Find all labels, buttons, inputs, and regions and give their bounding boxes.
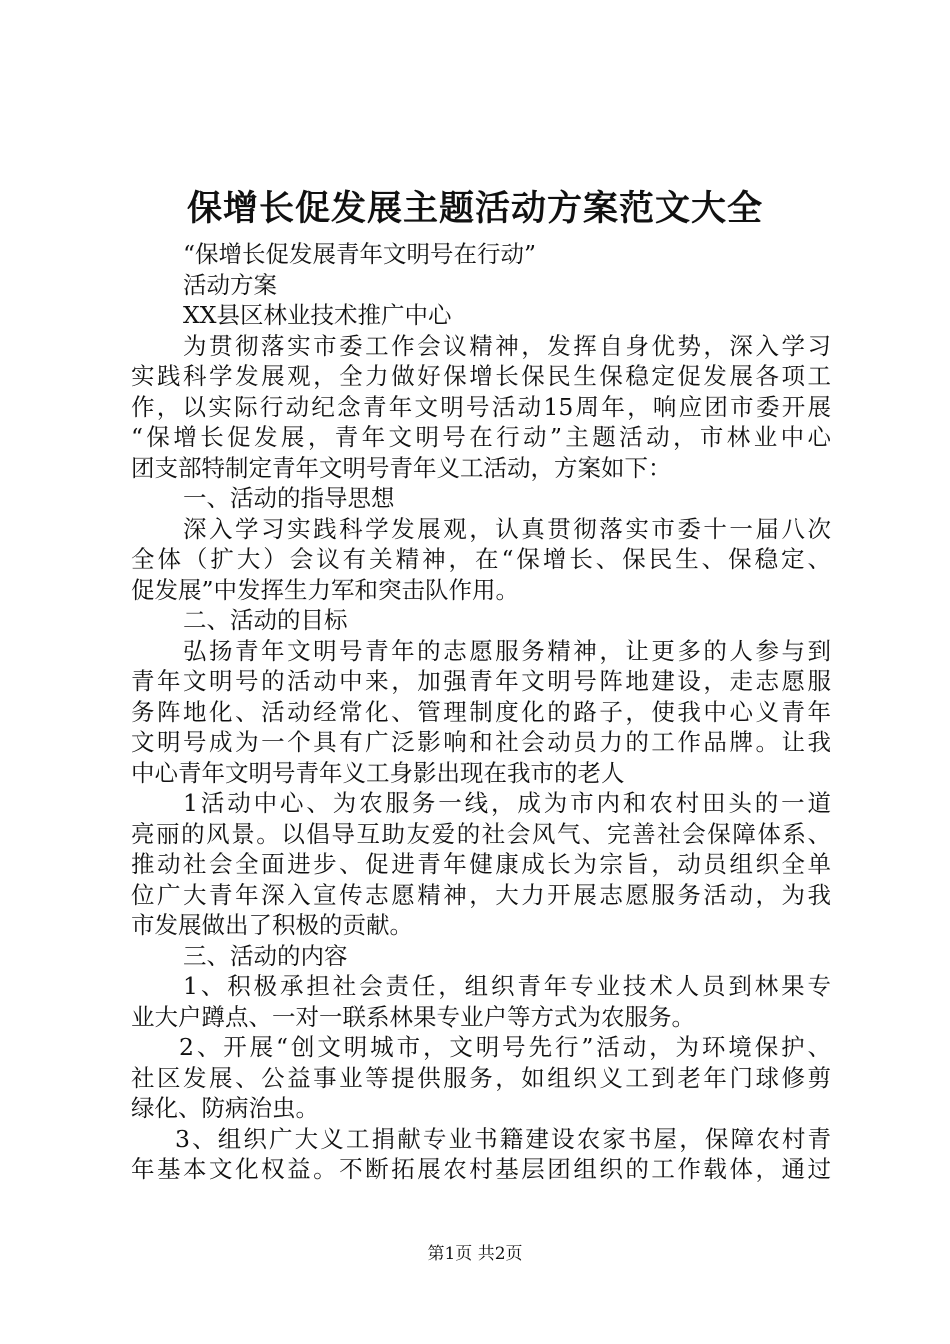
paragraph-line: 年基本文化权益。不断拓展农村基层团组织的工作载体，通过 bbox=[131, 1155, 831, 1183]
paragraph-line: 中心青年文明号青年义工身影出现在我市的老人 bbox=[131, 758, 625, 787]
paragraph-line: 务阵地化、活动经常化、管理制度化的路子，使我中心义青年 bbox=[131, 697, 831, 726]
paragraph-line: 团支部特制定青年文明号青年义工活动，方案如下： bbox=[131, 453, 672, 482]
paragraph-line: 活动方案 bbox=[183, 270, 277, 299]
paragraph-line: 3、组织广大义工捐献专业书籍建设农家书屋，保障农村青 bbox=[175, 1124, 831, 1153]
document-body bbox=[131, 239, 831, 1185]
paragraph-line: 亮丽的风景。以倡导互助友爱的社会风气、完善社会保障体系、 bbox=[131, 819, 831, 848]
paragraph-line: 社区发展、公益事业等提供服务，如组织义工到老年门球修剪 bbox=[131, 1063, 831, 1092]
paragraph-line: 2、开展“创文明城市，文明号先行”活动，为环境保护、 bbox=[179, 1033, 831, 1061]
paragraph-line: 为贯彻落实市委工作会议精神，发挥自身优势，深入学习 bbox=[183, 331, 831, 360]
paragraph-line: 三、活动的内容 bbox=[183, 941, 348, 970]
paragraph-line: 业大户蹲点、一对一联系林果专业户等方式为农服务。 bbox=[131, 1002, 695, 1031]
document-title: 保增长促发展主题活动方案范文大全 bbox=[186, 188, 763, 229]
paragraph-line: 青年文明号的活动中来，加强青年文明号阵地建设，走志愿服 bbox=[131, 667, 831, 695]
paragraph-line: 作，以实际行动纪念青年文明号活动15周年，响应团市委开展 bbox=[131, 392, 831, 421]
paragraph-line: 深入学习实践科学发展观，认真贯彻落实市委十一届八次 bbox=[183, 514, 831, 543]
paragraph-line: 推动社会全面进步、促进青年健康成长为宗旨，动员组织全单 bbox=[131, 850, 831, 878]
paragraph-line: 文明号成为一个具有广泛影响和社会动员力的工作品牌。让我 bbox=[131, 728, 831, 756]
paragraph-line: 一、活动的指导思想 bbox=[183, 484, 395, 512]
paragraph-line: 促发展”中发挥生力军和突击队作用。 bbox=[131, 575, 520, 604]
paragraph-line: XX县区林业技术推广中心 bbox=[183, 301, 452, 329]
paragraph-line: 弘扬青年文明号青年的志愿服务精神，让更多的人参与到 bbox=[183, 636, 831, 665]
paragraph-line: 绿化、防病治虫。 bbox=[131, 1094, 319, 1122]
paragraph-line: 位广大青年深入宣传志愿精神，大力开展志愿服务活动，为我 bbox=[131, 880, 831, 909]
paragraph-line: 市发展做出了积极的贡献。 bbox=[131, 911, 413, 939]
paragraph-line: 二、活动的目标 bbox=[183, 606, 348, 634]
paragraph-line: “保增长促发展，青年文明号在行动”主题活动，市林业中心 bbox=[131, 423, 831, 451]
page-indicator: 第1页 共2页 bbox=[427, 1244, 523, 1264]
paragraph-line: 1、积极承担社会责任，组织青年专业技术人员到林果专 bbox=[183, 972, 831, 1000]
paragraph-line: “保增长促发展青年文明号在行动” bbox=[183, 240, 537, 268]
paragraph-line: 全体（扩大）会议有关精神，在“保增长、保民生、保稳定、 bbox=[131, 545, 831, 573]
paragraph-line: 1活动中心、为农服务一线，成为市内和农村田头的一道 bbox=[183, 789, 831, 817]
paragraph-line: 实践科学发展观，全力做好保增长保民生保稳定促发展各项工 bbox=[131, 362, 831, 390]
